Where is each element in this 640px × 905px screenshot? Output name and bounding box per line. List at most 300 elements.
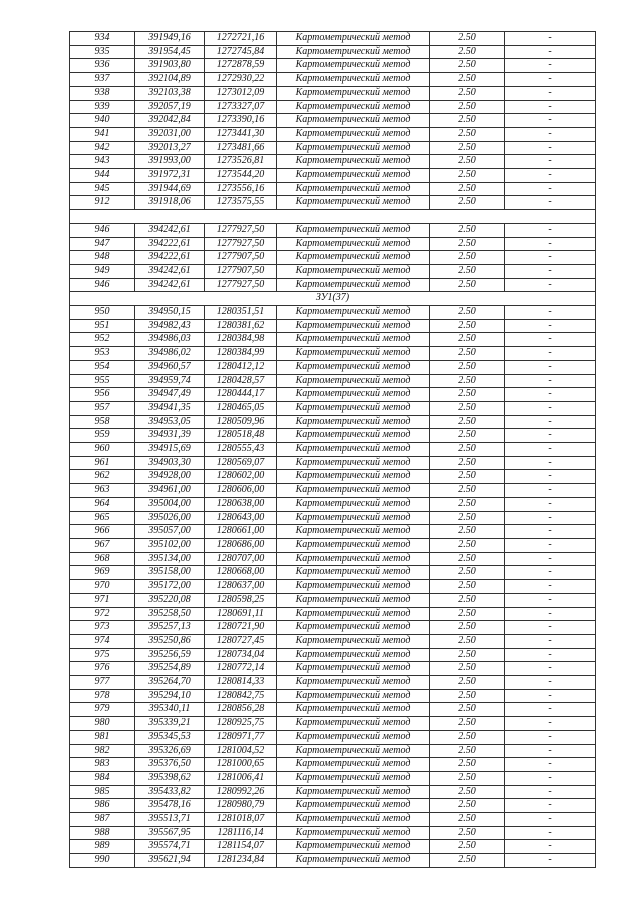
x-coordinate-cell: 395026,00 [135,511,205,525]
table-row [70,758,596,772]
description-cell: - [505,634,596,648]
point-number-cell: 962 [70,470,135,484]
table-row [70,155,596,169]
method-cell: Картометрический метод [277,401,430,415]
accuracy-cell: 2.50 [430,840,505,854]
method-cell: Картометрический метод [277,114,430,128]
x-coordinate-cell: 395250,86 [135,634,205,648]
point-number-cell: 943 [70,155,135,169]
y-coordinate-cell: 1280856,28 [205,703,277,717]
point-number-cell: 985 [70,785,135,799]
method-cell: Картометрический метод [277,278,430,292]
description-cell: - [505,771,596,785]
table-row [70,264,596,278]
table-row [70,374,596,388]
y-coordinate-cell: 1280925,75 [205,717,277,731]
x-coordinate-cell: 395339,21 [135,717,205,731]
table-row [70,621,596,635]
y-coordinate-cell: 1280351,51 [205,306,277,320]
x-coordinate-cell: 394931,39 [135,429,205,443]
description-cell: - [505,196,596,210]
coordinates-table [69,31,596,868]
y-coordinate-cell: 1273327,07 [205,100,277,114]
accuracy-cell: 2.50 [430,278,505,292]
accuracy-cell: 2.50 [430,360,505,374]
table-row [70,744,596,758]
table-row [70,607,596,621]
table-row [70,141,596,155]
description-cell: - [505,511,596,525]
accuracy-cell: 2.50 [430,264,505,278]
method-cell: Картометрический метод [277,443,430,457]
description-cell: - [505,319,596,333]
table-row [70,388,596,402]
point-number-cell: 951 [70,319,135,333]
description-cell: - [505,497,596,511]
table-row [70,182,596,196]
coordinates-table-body [70,32,596,868]
point-number-cell: 942 [70,141,135,155]
accuracy-cell: 2.50 [430,539,505,553]
method-cell: Картометрический метод [277,127,430,141]
y-coordinate-cell: 1280555,43 [205,443,277,457]
description-cell: - [505,703,596,717]
accuracy-cell: 2.50 [430,744,505,758]
point-number-cell: 980 [70,717,135,731]
point-number-cell: 953 [70,347,135,361]
x-coordinate-cell: 391949,16 [135,32,205,46]
y-coordinate-cell: 1273441,30 [205,127,277,141]
point-number-cell: 952 [70,333,135,347]
description-cell: - [505,689,596,703]
accuracy-cell: 2.50 [430,388,505,402]
method-cell: Картометрический метод [277,703,430,717]
table-row [70,525,596,539]
table-row [70,223,596,237]
method-cell: Картометрический метод [277,388,430,402]
y-coordinate-cell: 1280518,48 [205,429,277,443]
accuracy-cell: 2.50 [430,59,505,73]
description-cell: - [505,182,596,196]
accuracy-cell: 2.50 [430,141,505,155]
x-coordinate-cell: 391993,00 [135,155,205,169]
method-cell: Картометрический метод [277,525,430,539]
description-cell: - [505,539,596,553]
empty-separator-row [70,210,596,224]
accuracy-cell: 2.50 [430,374,505,388]
method-cell: Картометрический метод [277,251,430,265]
method-cell: Картометрический метод [277,196,430,210]
method-cell: Картометрический метод [277,169,430,183]
method-cell: Картометрический метод [277,456,430,470]
x-coordinate-cell: 395172,00 [135,580,205,594]
y-coordinate-cell: 1280384,99 [205,347,277,361]
description-cell: - [505,347,596,361]
y-coordinate-cell: 1272745,84 [205,45,277,59]
accuracy-cell: 2.50 [430,306,505,320]
method-cell: Картометрический метод [277,826,430,840]
x-coordinate-cell: 395256,59 [135,648,205,662]
y-coordinate-cell: 1281154,07 [205,840,277,854]
description-cell: - [505,429,596,443]
y-coordinate-cell: 1277927,50 [205,237,277,251]
point-number-cell: 941 [70,127,135,141]
y-coordinate-cell: 1272930,22 [205,73,277,87]
method-cell: Картометрический метод [277,86,430,100]
table-row [70,566,596,580]
table-row [70,593,596,607]
accuracy-cell: 2.50 [430,662,505,676]
x-coordinate-cell: 395398,62 [135,771,205,785]
method-cell: Картометрический метод [277,100,430,114]
description-cell: - [505,826,596,840]
accuracy-cell: 2.50 [430,730,505,744]
accuracy-cell: 2.50 [430,497,505,511]
x-coordinate-cell: 392042,84 [135,114,205,128]
accuracy-cell: 2.50 [430,552,505,566]
description-cell: - [505,415,596,429]
x-coordinate-cell: 395158,00 [135,566,205,580]
table-row [70,813,596,827]
point-number-cell: 983 [70,758,135,772]
y-coordinate-cell: 1273556,16 [205,182,277,196]
table-row [70,580,596,594]
description-cell: - [505,484,596,498]
point-number-cell: 936 [70,59,135,73]
table-row [70,689,596,703]
accuracy-cell: 2.50 [430,415,505,429]
description-cell: - [505,100,596,114]
table-row [70,73,596,87]
y-coordinate-cell: 1277907,50 [205,264,277,278]
x-coordinate-cell: 391903,80 [135,59,205,73]
point-number-cell: 986 [70,799,135,813]
description-cell: - [505,648,596,662]
y-coordinate-cell: 1280465,05 [205,401,277,415]
point-number-cell: 967 [70,539,135,553]
method-cell: Картометрический метод [277,717,430,731]
method-cell: Картометрический метод [277,593,430,607]
description-cell: - [505,86,596,100]
description-cell: - [505,32,596,46]
x-coordinate-cell: 395134,00 [135,552,205,566]
y-coordinate-cell: 1280668,00 [205,566,277,580]
y-coordinate-cell: 1280638,00 [205,497,277,511]
method-cell: Картометрический метод [277,484,430,498]
point-number-cell: 963 [70,484,135,498]
point-number-cell: 989 [70,840,135,854]
section-header-row [70,292,596,306]
accuracy-cell: 2.50 [430,826,505,840]
method-cell: Картометрический метод [277,854,430,868]
y-coordinate-cell: 1280727,45 [205,634,277,648]
table-row [70,840,596,854]
method-cell: Картометрический метод [277,306,430,320]
point-number-cell: 990 [70,854,135,868]
accuracy-cell: 2.50 [430,182,505,196]
y-coordinate-cell: 1281116,14 [205,826,277,840]
point-number-cell: 960 [70,443,135,457]
y-coordinate-cell: 1277907,50 [205,251,277,265]
description-cell: - [505,237,596,251]
method-cell: Картометрический метод [277,634,430,648]
y-coordinate-cell: 1280661,00 [205,525,277,539]
point-number-cell: 970 [70,580,135,594]
accuracy-cell: 2.50 [430,717,505,731]
point-number-cell: 984 [70,771,135,785]
accuracy-cell: 2.50 [430,525,505,539]
table-row [70,237,596,251]
x-coordinate-cell: 394982,43 [135,319,205,333]
y-coordinate-cell: 1281004,52 [205,744,277,758]
table-row [70,854,596,868]
table-row [70,278,596,292]
accuracy-cell: 2.50 [430,86,505,100]
accuracy-cell: 2.50 [430,580,505,594]
table-row [70,703,596,717]
y-coordinate-cell: 1281018,07 [205,813,277,827]
method-cell: Картометрический метод [277,319,430,333]
table-row [70,401,596,415]
description-cell: - [505,251,596,265]
accuracy-cell: 2.50 [430,237,505,251]
accuracy-cell: 2.50 [430,484,505,498]
accuracy-cell: 2.50 [430,648,505,662]
point-number-cell: 955 [70,374,135,388]
method-cell: Картометрический метод [277,347,430,361]
method-cell: Картометрический метод [277,141,430,155]
y-coordinate-cell: 1280992,26 [205,785,277,799]
y-coordinate-cell: 1280569,07 [205,456,277,470]
description-cell: - [505,306,596,320]
point-number-cell: 937 [70,73,135,87]
x-coordinate-cell: 394950,15 [135,306,205,320]
point-number-cell: 973 [70,621,135,635]
method-cell: Картометрический метод [277,415,430,429]
accuracy-cell: 2.50 [430,854,505,868]
method-cell: Картометрический метод [277,45,430,59]
y-coordinate-cell: 1280381,62 [205,319,277,333]
point-number-cell: 988 [70,826,135,840]
table-row [70,347,596,361]
method-cell: Картометрический метод [277,223,430,237]
accuracy-cell: 2.50 [430,196,505,210]
accuracy-cell: 2.50 [430,634,505,648]
accuracy-cell: 2.50 [430,100,505,114]
description-cell: - [505,785,596,799]
y-coordinate-cell: 1280384,98 [205,333,277,347]
y-coordinate-cell: 1273544,20 [205,169,277,183]
y-coordinate-cell: 1280734,04 [205,648,277,662]
table-row [70,785,596,799]
method-cell: Картометрический метод [277,662,430,676]
x-coordinate-cell: 395574,71 [135,840,205,854]
table-row [70,799,596,813]
table-row [70,306,596,320]
description-cell: - [505,456,596,470]
point-number-cell: 975 [70,648,135,662]
accuracy-cell: 2.50 [430,566,505,580]
point-number-cell: 977 [70,676,135,690]
method-cell: Картометрический метод [277,607,430,621]
y-coordinate-cell: 1277927,50 [205,223,277,237]
description-cell: - [505,73,596,87]
x-coordinate-cell: 394960,57 [135,360,205,374]
point-number-cell: 946 [70,223,135,237]
description-cell: - [505,155,596,169]
x-coordinate-cell: 395478,16 [135,799,205,813]
method-cell: Картометрический метод [277,59,430,73]
y-coordinate-cell: 1280602,00 [205,470,277,484]
accuracy-cell: 2.50 [430,607,505,621]
table-row [70,251,596,265]
method-cell: Картометрический метод [277,566,430,580]
x-coordinate-cell: 394222,61 [135,251,205,265]
point-number-cell: 956 [70,388,135,402]
accuracy-cell: 2.50 [430,689,505,703]
accuracy-cell: 2.50 [430,813,505,827]
x-coordinate-cell: 395513,71 [135,813,205,827]
table-row [70,676,596,690]
table-row [70,45,596,59]
description-cell: - [505,278,596,292]
y-coordinate-cell: 1280814,33 [205,676,277,690]
description-cell: - [505,264,596,278]
y-coordinate-cell: 1280428,57 [205,374,277,388]
method-cell: Картометрический метод [277,73,430,87]
x-coordinate-cell: 394222,61 [135,237,205,251]
table-row [70,127,596,141]
method-cell: Картометрический метод [277,771,430,785]
x-coordinate-cell: 394961,00 [135,484,205,498]
x-coordinate-cell: 395264,70 [135,676,205,690]
y-coordinate-cell: 1277927,50 [205,278,277,292]
y-coordinate-cell: 1280643,00 [205,511,277,525]
method-cell: Картометрический метод [277,333,430,347]
accuracy-cell: 2.50 [430,621,505,635]
point-number-cell: 935 [70,45,135,59]
accuracy-cell: 2.50 [430,32,505,46]
x-coordinate-cell: 394953,05 [135,415,205,429]
point-number-cell: 950 [70,306,135,320]
description-cell: - [505,59,596,73]
method-cell: Картометрический метод [277,840,430,854]
y-coordinate-cell: 1280772,14 [205,662,277,676]
accuracy-cell: 2.50 [430,456,505,470]
method-cell: Картометрический метод [277,237,430,251]
table-row [70,169,596,183]
method-cell: Картометрический метод [277,785,430,799]
description-cell: - [505,813,596,827]
x-coordinate-cell: 392031,00 [135,127,205,141]
method-cell: Картометрический метод [277,182,430,196]
x-coordinate-cell: 395433,82 [135,785,205,799]
accuracy-cell: 2.50 [430,169,505,183]
point-number-cell: 912 [70,196,135,210]
y-coordinate-cell: 1280412,12 [205,360,277,374]
table-row [70,443,596,457]
point-number-cell: 959 [70,429,135,443]
x-coordinate-cell: 394986,02 [135,347,205,361]
accuracy-cell: 2.50 [430,251,505,265]
empty-separator-row-cell [70,210,596,224]
accuracy-cell: 2.50 [430,223,505,237]
table-row [70,333,596,347]
method-cell: Картометрический метод [277,813,430,827]
x-coordinate-cell: 395057,00 [135,525,205,539]
x-coordinate-cell: 395326,69 [135,744,205,758]
description-cell: - [505,552,596,566]
x-coordinate-cell: 391944,69 [135,182,205,196]
point-number-cell: 940 [70,114,135,128]
table-row [70,114,596,128]
x-coordinate-cell: 394915,69 [135,443,205,457]
point-number-cell: 974 [70,634,135,648]
description-cell: - [505,223,596,237]
point-number-cell: 958 [70,415,135,429]
description-cell: - [505,374,596,388]
description-cell: - [505,580,596,594]
coordinates-document [69,31,595,868]
x-coordinate-cell: 395258,50 [135,607,205,621]
table-row [70,648,596,662]
y-coordinate-cell: 1280971,77 [205,730,277,744]
y-coordinate-cell: 1280444,17 [205,388,277,402]
table-row [70,552,596,566]
x-coordinate-cell: 394947,49 [135,388,205,402]
point-number-cell: 961 [70,456,135,470]
table-row [70,662,596,676]
x-coordinate-cell: 394928,00 [135,470,205,484]
point-number-cell: 938 [70,86,135,100]
point-number-cell: 954 [70,360,135,374]
description-cell: - [505,401,596,415]
x-coordinate-cell: 391972,31 [135,169,205,183]
point-number-cell: 945 [70,182,135,196]
table-row [70,415,596,429]
point-number-cell: 946 [70,278,135,292]
description-cell: - [505,470,596,484]
point-number-cell: 966 [70,525,135,539]
accuracy-cell: 2.50 [430,347,505,361]
table-row [70,86,596,100]
method-cell: Картометрический метод [277,580,430,594]
y-coordinate-cell: 1273012,09 [205,86,277,100]
accuracy-cell: 2.50 [430,799,505,813]
y-coordinate-cell: 1273575,55 [205,196,277,210]
y-coordinate-cell: 1281000,65 [205,758,277,772]
method-cell: Картометрический метод [277,155,430,169]
table-row [70,717,596,731]
x-coordinate-cell: 395254,89 [135,662,205,676]
accuracy-cell: 2.50 [430,785,505,799]
method-cell: Картометрический метод [277,497,430,511]
point-number-cell: 972 [70,607,135,621]
x-coordinate-cell: 394242,61 [135,223,205,237]
description-cell: - [505,141,596,155]
table-row [70,539,596,553]
accuracy-cell: 2.50 [430,429,505,443]
accuracy-cell: 2.50 [430,333,505,347]
y-coordinate-cell: 1280509,96 [205,415,277,429]
method-cell: Картометрический метод [277,676,430,690]
y-coordinate-cell: 1280842,75 [205,689,277,703]
description-cell: - [505,566,596,580]
x-coordinate-cell: 395220,08 [135,593,205,607]
table-row [70,634,596,648]
table-row [70,360,596,374]
method-cell: Картометрический метод [277,552,430,566]
